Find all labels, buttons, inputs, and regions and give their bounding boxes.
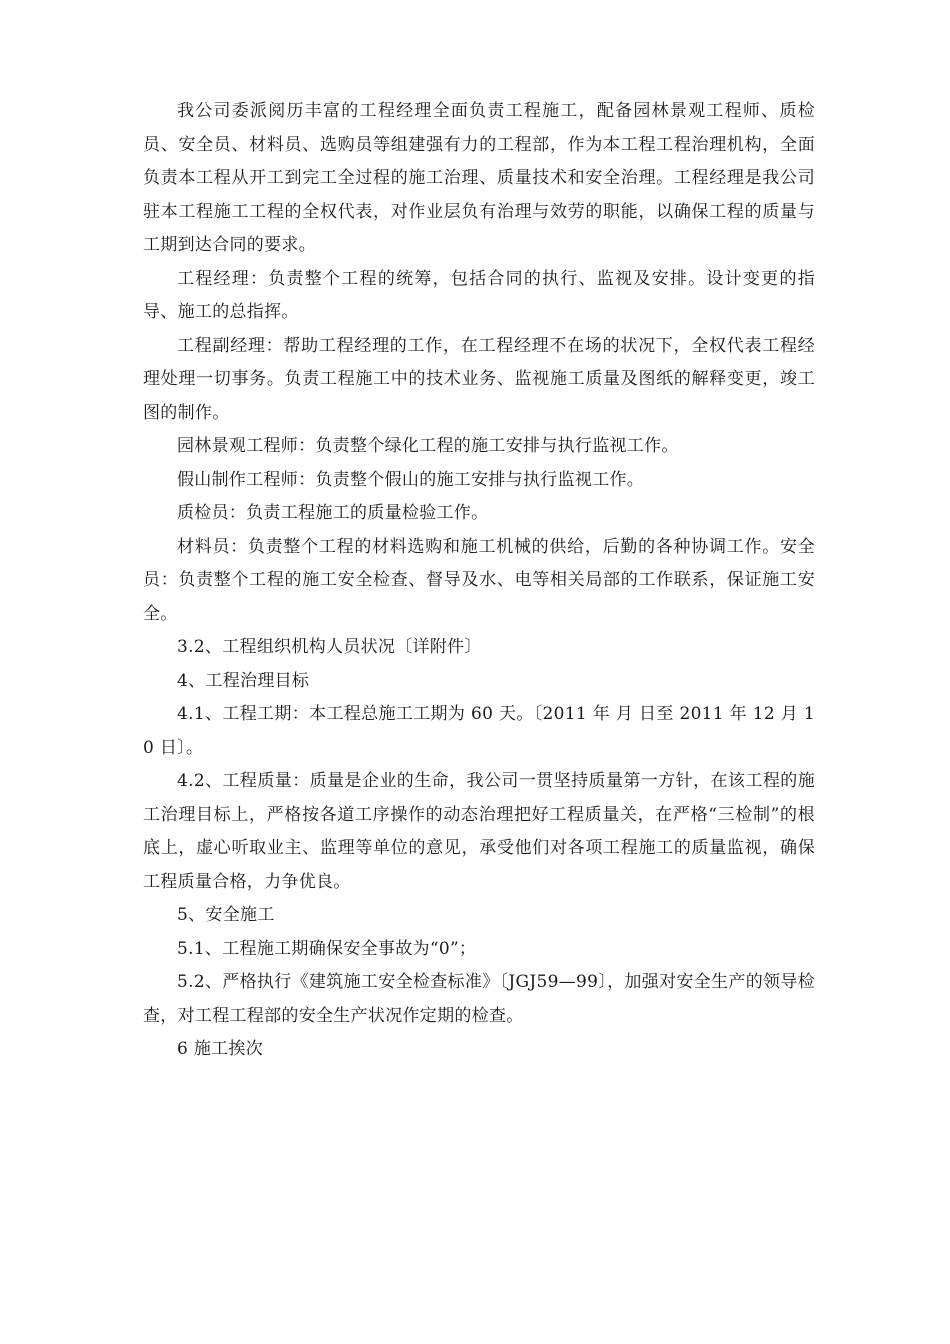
paragraph-project-manager: 工程经理：负责整个工程的统筹，包括合同的执行、监视及安排。设计变更的指导、施工的总指挥。 [143,268,815,322]
paragraph-5-2: 5.2、严格执行《建筑施工安全检查标准》〔JGJ59—99〕，加强对安全生产的领导检查，对工程工程部的安全生产状况作定期的检查。 [143,972,815,1026]
paragraph-4-1: 4.1、工程工期：本工程总施工工期为 60 天。〔2011 年 月 日至 2011 年 12 月 10 日〕。 [143,704,815,758]
heading-4: 4、工程治理目标 [177,670,310,691]
paragraph-material-safety: 材料员：负责整个工程的材料选购和施工机械的供给，后勤的各种协调工作。安全员：负责整个工程的施工安全检查、督导及水、电等相关局部的工作联系，保证施工安全。 [143,536,815,624]
paragraph-rockery-engineer: 假山制作工程师：负责整个假山的施工安排与执行监视工作。 [177,469,645,490]
paragraph-quality-inspector: 质检员：负责工程施工的质量检验工作。 [177,503,489,523]
heading-6: 6 施工挨次 [177,1039,264,1059]
paragraph-4-2: 4.2、工程质量：质量是企业的生命，我公司一贯坚持质量第一方针，在该工程的施工治理目标上，严格按各道工序操作的动态治理把好工程质量关，在严格“三检制”的根底上，虚心听取业主、监理等单位的意见，承受他们对各项工程施工的质量监视，确保工程质量合格，力争优良。 [143,771,815,892]
heading-5: 5、安全施工 [177,905,275,925]
paragraph-deputy-manager: 工程副经理：帮助工程经理的工作，在工程经理不在场的状况下，全权代表工程经理处理一切事务。负责工程施工中的技术业务、监视施工质量及图纸的解释变更，竣工图的制作。 [143,335,815,423]
paragraph-landscape-engineer: 园林景观工程师：负责整个绿化工程的施工安排与执行监视工作。 [177,436,679,456]
document-page [143,95,815,1067]
paragraph-5-1: 5.1、工程施工期确保安全事故为“0”； [177,938,477,959]
paragraph-intro: 我公司委派阅历丰富的工程经理全面负责工程施工，配备园林景观工程师、质检员、安全员、材料员、选购员等组建强有力的工程部，作为本工程工程治理机构，全面负责本工程从开工到完工全过程的施工治理、质量技术和安全治理。工程经理是我公司驻本工程施工工程的全权代表，对作业层负有治理与效劳的职能，以确保工程的质量与工期到达合同的要求。 [143,101,815,255]
heading-3-2: 3.2、工程组织机构人员状况〔详附件〕 [177,637,482,657]
